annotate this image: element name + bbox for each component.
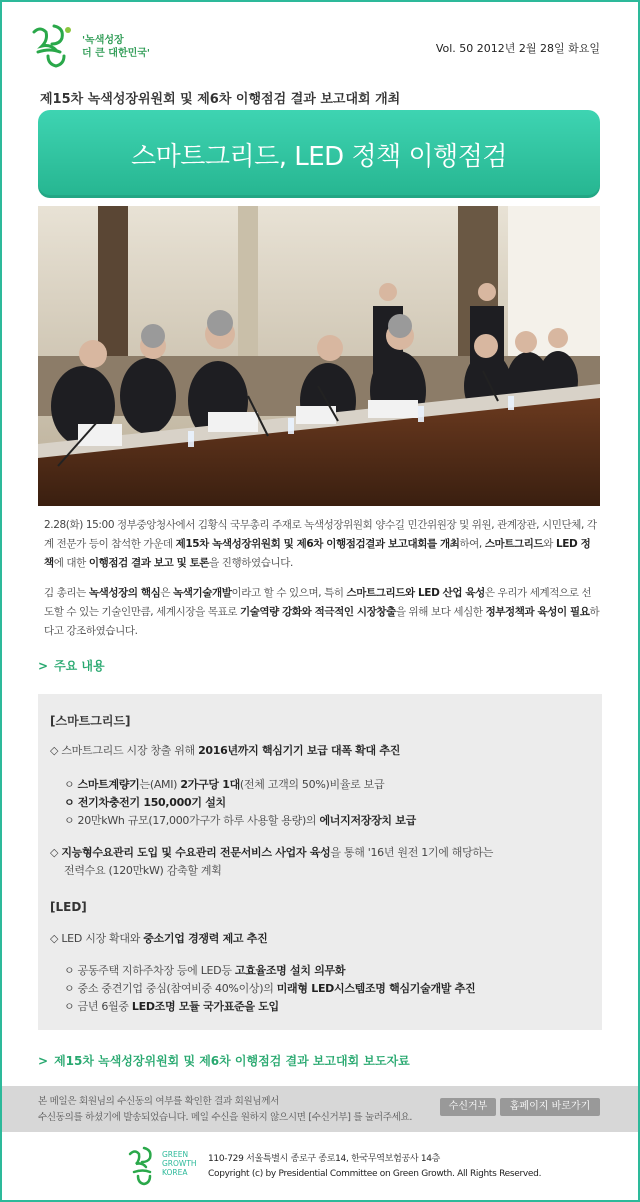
p2-bold: 기술역량 강화와 적극적인 시장창출 [239, 606, 396, 618]
header [2, 2, 638, 82]
footer-address [208, 1152, 541, 1182]
chevron-right-icon: > [38, 659, 49, 673]
summary-text: ◇ LED 시장 확대와 [50, 932, 144, 945]
p2-text: 김 총리는 [44, 587, 89, 599]
green-growth-logo-icon[interactable] [126, 1144, 162, 1186]
summary-item-cont: 전력수요 (120만kW) 감축할 계획 [64, 864, 222, 877]
p1-bold-report: 이행점검 결과 보고 및 토론 [88, 557, 210, 569]
section-heading-smartgrid: [스마트그리드] [50, 714, 131, 728]
summary-subitem [64, 962, 345, 979]
logo-line: KOREA [162, 1168, 188, 1177]
summary-bold: 2016년까지 핵심기기 보급 대폭 확대 추진 [198, 744, 401, 757]
chevron-right-icon: > [38, 1054, 49, 1068]
slogan-line-2: 더 큰 대한민국' [82, 48, 150, 59]
p1-text: 에 대한 [53, 557, 89, 569]
notice-line-2: 수신동의를 하셨기에 발송되었습니다. 메일 수신을 원하지 않으시면 [수신거부] 를 눌러주세요. [38, 1112, 413, 1123]
article-paragraph-2 [44, 584, 600, 641]
p2-bold: 녹색기술개발 [173, 587, 232, 599]
summary-text: 을 통해 '16년 원전 1기에 해당하는 [330, 846, 494, 859]
summary-text: ◇ [50, 846, 62, 859]
p2-text: 을 위해 보다 세심한 [395, 606, 486, 618]
summary-item [50, 742, 400, 759]
press-release-link[interactable] [38, 1052, 410, 1069]
copyright-text: Copyright (c) by Presidential Committee on Green Growth. All Rights Reserved. [208, 1169, 542, 1179]
slogan-line-1: '녹색성장 [82, 35, 124, 46]
footer-notice [2, 1086, 638, 1132]
summary-text: 는(AMI) [139, 778, 181, 791]
press-release-label: 제15차 녹색성장위원회 및 제6차 이행점검 결과 보고대회 보도자료 [54, 1054, 410, 1068]
main-content-heading [38, 657, 105, 674]
main-content-label: 주요 내용 [54, 659, 105, 673]
logo-line: GROWTH [162, 1159, 197, 1168]
meeting-photo-image [38, 206, 600, 506]
title-banner [38, 110, 600, 198]
p1-bold-led: LED 정책 [44, 538, 591, 569]
summary-text: ㅇ 공동주택 지하주차장 등에 LED등 [64, 964, 235, 977]
summary-bold: 미래형 LED시스템조명 핵심기술개발 추진 [276, 982, 476, 995]
summary-bold: 중소기업 경쟁력 제고 추진 [143, 932, 268, 945]
summary-subitem [64, 776, 384, 793]
summary-subitem [64, 812, 416, 829]
summary-bold: LED조명 모듈 국가표준을 도입 [131, 1000, 279, 1013]
summary-bold: 고효율조명 설치 의무화 [234, 964, 346, 977]
summary-item [50, 930, 267, 947]
summary-bold: 2가구당 1대 [180, 778, 240, 791]
p2-bold: 정부정책과 육성이 필요 [485, 606, 590, 618]
summary-bold: ㅇ 전기차충전기 150,000기 설치 [64, 796, 226, 809]
green-growth-logo-icon[interactable] [28, 22, 80, 70]
p1-bold-smartgrid: 스마트그리드 [484, 538, 544, 550]
summary-bold: 지능형수요관리 도입 및 수요관리 전문서비스 사업자 육성 [61, 846, 331, 859]
summary-text: ◇ 스마트그리드 시장 창출 위해 [50, 744, 199, 757]
article-subtitle: 제15차 녹색성장위원회 및 제6차 이행점검 결과 보고대회 개최 [40, 92, 401, 107]
p1-text: 와 [543, 538, 556, 550]
summary-item [50, 844, 493, 861]
summary-text: (전체 고객의 50%)비율로 보급 [239, 778, 385, 791]
slogan [82, 34, 150, 60]
summary-subitem [64, 794, 226, 811]
notice-text [38, 1094, 412, 1126]
p1-text: 하여, [459, 538, 485, 550]
summary-text: ㅇ [64, 778, 78, 791]
summary-box [38, 694, 602, 1030]
p2-bold: 스마트그리드와 LED 산업 육성 [346, 587, 485, 599]
summary-text: ㅇ 중소 중견기업 중심(참여비중 40%이상)의 [64, 982, 277, 995]
p1-text: 2.28(화) 15:00 정부중앙청사에서 김황식 국무총리 주재로 녹색성장위원회 양수길 민간위원장 및 위원, 관계장관, 시민단체, 각계 전문가 등이 참석한 가운데 [44, 519, 597, 550]
p2-text: 은 [160, 587, 174, 599]
p2-text: 이라고 할 수 있으며, 특히 [231, 587, 347, 599]
homepage-button[interactable]: 홈페이지 바로가기 [500, 1098, 600, 1116]
address-text: 110-729 서울특별시 종로구 종로14, 한국무역보험공사 14층 [208, 1154, 441, 1164]
p1-bold-event: 제15차 녹색성장위원회 및 제6차 이행점검결과 보고대회를 개최 [175, 538, 460, 550]
summary-bold: 에너지저장장치 보급 [319, 814, 416, 827]
p2-bold: 녹색성장의 핵심 [88, 587, 161, 599]
logo-wordmark [162, 1150, 197, 1177]
issue-volume-date: Vol. 50 2012년 2월 28일 화요일 [435, 42, 600, 55]
summary-bold: 스마트계량기 [77, 778, 140, 791]
footer-bottom [2, 1136, 638, 1200]
notice-line-1: 본 메일은 회원님의 수신동의 여부를 확인한 결과 회원님께서 [38, 1096, 279, 1107]
banner-title: 스마트그리드, LED 정책 이행점검 [131, 142, 507, 172]
logo-line: GREEN [162, 1150, 189, 1159]
summary-subitem [64, 980, 475, 997]
article-paragraph-1 [44, 516, 600, 573]
meeting-photo [38, 206, 600, 506]
p2-text: 은 우리가 세계적으로 선도할 수 있는 기술인만큼, 세계시장을 목표로 [44, 587, 592, 618]
p2-text: 하다고 강조하였습니다. [44, 606, 600, 637]
section-heading-led: [LED] [50, 900, 87, 914]
summary-subitem [64, 998, 279, 1015]
summary-text: ㅇ 20만kWh 규모(17,000가구가 하루 사용할 용량)의 [64, 814, 320, 827]
unsubscribe-button[interactable]: 수신거부 [440, 1098, 496, 1116]
p1-text: 을 진행하였습니다. [209, 557, 293, 569]
summary-text: ㅇ 금년 6월중 [64, 1000, 132, 1013]
